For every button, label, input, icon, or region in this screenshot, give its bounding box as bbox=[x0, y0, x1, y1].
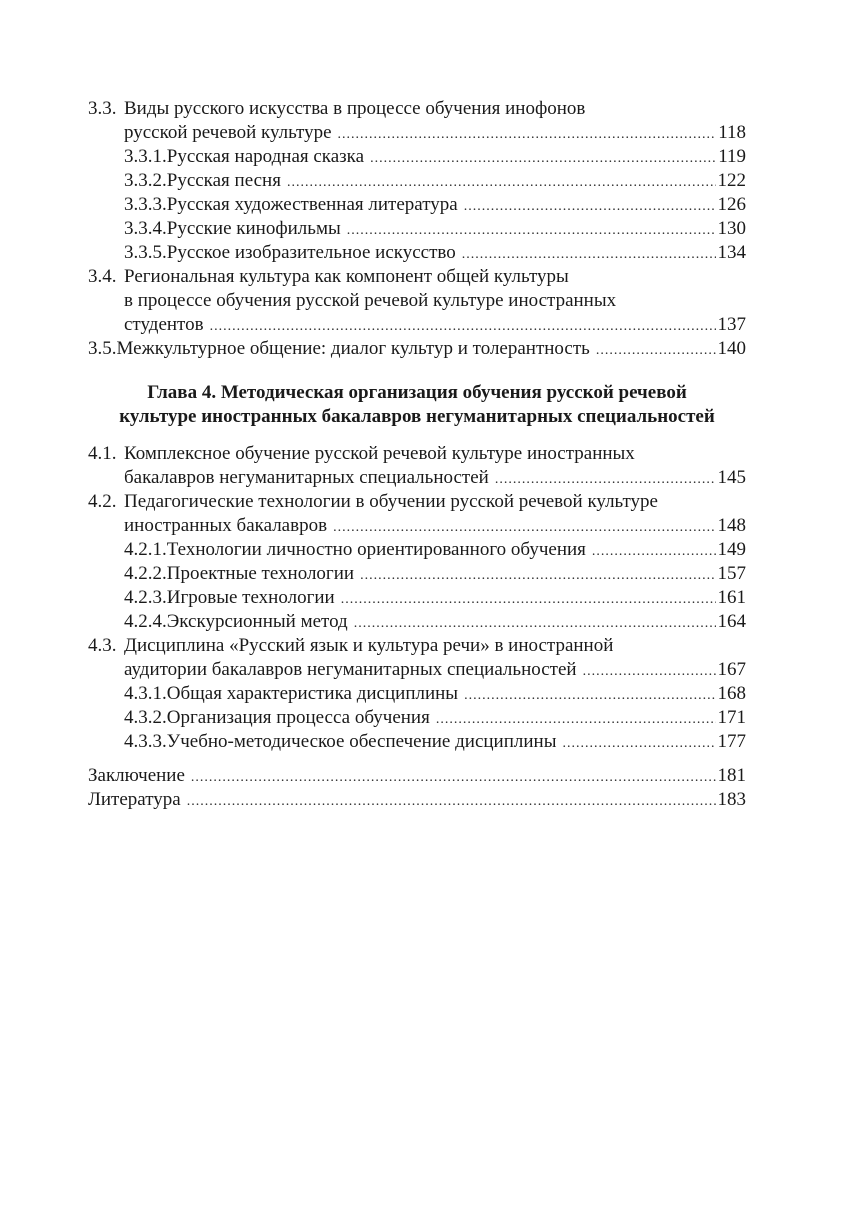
toc-entry-title: русской речевой культуре bbox=[124, 122, 332, 143]
toc-entry-conclusion bbox=[88, 764, 746, 790]
dot-leader bbox=[370, 147, 716, 171]
toc-entry-title: Общая характеристика дисциплины bbox=[166, 683, 459, 704]
toc-entry-title: Межкультурное общение: диалог культур и толерантность bbox=[116, 338, 590, 359]
toc-entry-3-4 bbox=[88, 265, 569, 289]
toc-entry-4-2-4 bbox=[124, 610, 746, 636]
toc-entry-number: 4.2.2. bbox=[124, 563, 167, 584]
toc-entry-title: Русская песня bbox=[166, 170, 281, 191]
toc-entry-3-3-5 bbox=[124, 241, 746, 267]
toc-page-number: 149 bbox=[717, 539, 746, 560]
toc-entry-number: 4.2.4. bbox=[124, 611, 167, 632]
toc-entry-number: 4.3.1. bbox=[124, 683, 167, 704]
toc-entry-number: 4.2.3. bbox=[124, 587, 167, 608]
toc-entry-3-3-4 bbox=[124, 217, 746, 243]
chapter-heading: Глава 4. Методическая организация обучения русской речевой bbox=[147, 382, 687, 403]
toc-page-number: 171 bbox=[717, 707, 746, 728]
toc-page-number: 140 bbox=[717, 338, 746, 359]
toc-entry-number: 4.2. bbox=[88, 491, 117, 512]
toc-entry-4-3-2 bbox=[124, 706, 746, 732]
toc-entry-4-2 bbox=[88, 490, 658, 514]
toc-entry-3-3-3 bbox=[124, 193, 746, 219]
toc-page-number: 119 bbox=[718, 146, 746, 167]
toc-entry-title: Русское изобразительное искусство bbox=[166, 242, 456, 263]
toc-page-number: 157 bbox=[717, 563, 746, 584]
toc-entry-number: 3.3. bbox=[88, 98, 117, 119]
toc-entry-number: 3.3.4. bbox=[124, 218, 167, 239]
toc-entry-4-2-2 bbox=[124, 562, 746, 588]
toc-entry-4-3-cont bbox=[124, 658, 746, 684]
toc-entry-3-3-2 bbox=[124, 169, 746, 195]
toc-entry-3-4-cont2 bbox=[124, 313, 746, 339]
dot-leader bbox=[592, 540, 716, 564]
toc-entry-title: в процессе обучения русской речевой культуре иностранных bbox=[124, 290, 617, 311]
toc-entry-title: Игровые технологии bbox=[166, 587, 335, 608]
dot-leader bbox=[360, 564, 715, 588]
dot-leader bbox=[436, 708, 716, 732]
toc-entry-number: 4.3.2. bbox=[124, 707, 167, 728]
toc-entry-title: Комплексное обучение русской речевой культуре иностранных bbox=[124, 443, 635, 464]
toc-page-number: 137 bbox=[717, 314, 746, 335]
toc-page-number: 145 bbox=[717, 467, 746, 488]
toc-entry-4-2-cont bbox=[124, 514, 746, 540]
toc-page-number: 168 bbox=[717, 683, 746, 704]
dot-leader bbox=[583, 660, 716, 684]
toc-entry-4-3-3 bbox=[124, 730, 746, 756]
toc-entry-title: Литература bbox=[88, 789, 181, 810]
toc-entry-title: Русские кинофильмы bbox=[166, 218, 341, 239]
toc-entry-4-3 bbox=[88, 634, 613, 658]
dot-leader bbox=[464, 195, 716, 219]
toc-entry-3-5 bbox=[88, 337, 746, 363]
toc-entry-title: Региональная культура как компонент общей культуры bbox=[124, 266, 569, 287]
toc-page-number: 126 bbox=[717, 194, 746, 215]
toc-entry-4-2-1 bbox=[124, 538, 746, 564]
toc-entry-number: 4.1. bbox=[88, 443, 117, 464]
dot-leader bbox=[210, 315, 716, 339]
toc-entry-title: Заключение bbox=[88, 765, 185, 786]
toc-entry-number: 4.3. bbox=[88, 635, 117, 656]
toc-entry-title: Русская народная сказка bbox=[166, 146, 365, 167]
toc-entry-3-3 bbox=[88, 97, 585, 121]
toc-entry-number: 3.3.1. bbox=[124, 146, 167, 167]
dot-leader bbox=[495, 468, 716, 492]
toc-entry-title: иностранных бакалавров bbox=[124, 515, 328, 536]
toc-entry-3-3-cont bbox=[124, 121, 746, 147]
chapter-heading-cont: культуре иностранных бакалавров негуманитарных специальностей bbox=[119, 406, 715, 427]
toc-entry-number: 4.3.3. bbox=[124, 731, 167, 752]
toc-entry-title: Учебно-методическое обеспечение дисциплины bbox=[166, 731, 557, 752]
toc-page-number: 167 bbox=[717, 659, 746, 680]
toc-entry-number: 3.3.5. bbox=[124, 242, 167, 263]
toc-entry-title: студентов bbox=[124, 314, 204, 335]
toc-page-number: 122 bbox=[717, 170, 746, 191]
toc-entry-title: Дисциплина «Русский язык и культура речи» в иностранной bbox=[124, 635, 614, 656]
dot-leader bbox=[338, 123, 717, 147]
toc-page-number: 118 bbox=[718, 122, 746, 143]
dot-leader bbox=[354, 612, 716, 636]
toc-entry-title: аудитории бакалавров негуманитарных специальностей bbox=[124, 659, 577, 680]
toc-entry-3-4-cont bbox=[124, 289, 616, 313]
toc-page-number: 181 bbox=[717, 765, 746, 786]
toc-page-number: 177 bbox=[717, 731, 746, 752]
toc-page-number: 164 bbox=[717, 611, 746, 632]
toc-page-number: 161 bbox=[717, 587, 746, 608]
toc-entry-number: 3.3.3. bbox=[124, 194, 167, 215]
dot-leader bbox=[187, 790, 716, 814]
toc-page-number: 148 bbox=[717, 515, 746, 536]
dot-leader bbox=[191, 766, 716, 790]
toc-entry-title: Педагогические технологии в обучении русской речевой культуре bbox=[124, 491, 658, 512]
toc-entry-number: 3.5. bbox=[88, 338, 117, 359]
toc-page-number: 183 bbox=[717, 789, 746, 810]
toc-entry-number: 4.2.1. bbox=[124, 539, 167, 560]
dot-leader bbox=[562, 732, 715, 756]
toc-entry-title: Технологии личностно ориентированного обучения bbox=[166, 539, 586, 560]
toc-entry-3-3-1 bbox=[124, 145, 746, 171]
dot-leader bbox=[347, 219, 716, 243]
toc-entry-title: Виды русского искусства в процессе обучения инофонов bbox=[124, 98, 586, 119]
toc-entry-4-1 bbox=[88, 442, 635, 466]
toc-entry-title: Проектные технологии bbox=[166, 563, 355, 584]
toc-entry-title: Экскурсионный метод bbox=[166, 611, 348, 632]
toc-entry-title: бакалавров негуманитарных специальностей bbox=[124, 467, 489, 488]
toc-entry-4-1-cont bbox=[124, 466, 746, 492]
toc-entry-number: 3.3.2. bbox=[124, 170, 167, 191]
toc-entry-4-2-3 bbox=[124, 586, 746, 612]
dot-leader bbox=[287, 171, 716, 195]
toc-entry-title: Русская художественная литература bbox=[166, 194, 458, 215]
toc-entry-references bbox=[88, 788, 746, 814]
dot-leader bbox=[333, 516, 715, 540]
dot-leader bbox=[341, 588, 716, 612]
toc-entry-title: Организация процесса обучения bbox=[166, 707, 430, 728]
toc-entry-4-3-1 bbox=[124, 682, 746, 708]
dot-leader bbox=[596, 339, 716, 363]
dot-leader bbox=[462, 243, 716, 267]
dot-leader bbox=[464, 684, 715, 708]
toc-page-number: 134 bbox=[717, 242, 746, 263]
toc-page-number: 130 bbox=[717, 218, 746, 239]
toc-entry-number: 3.4. bbox=[88, 266, 117, 287]
